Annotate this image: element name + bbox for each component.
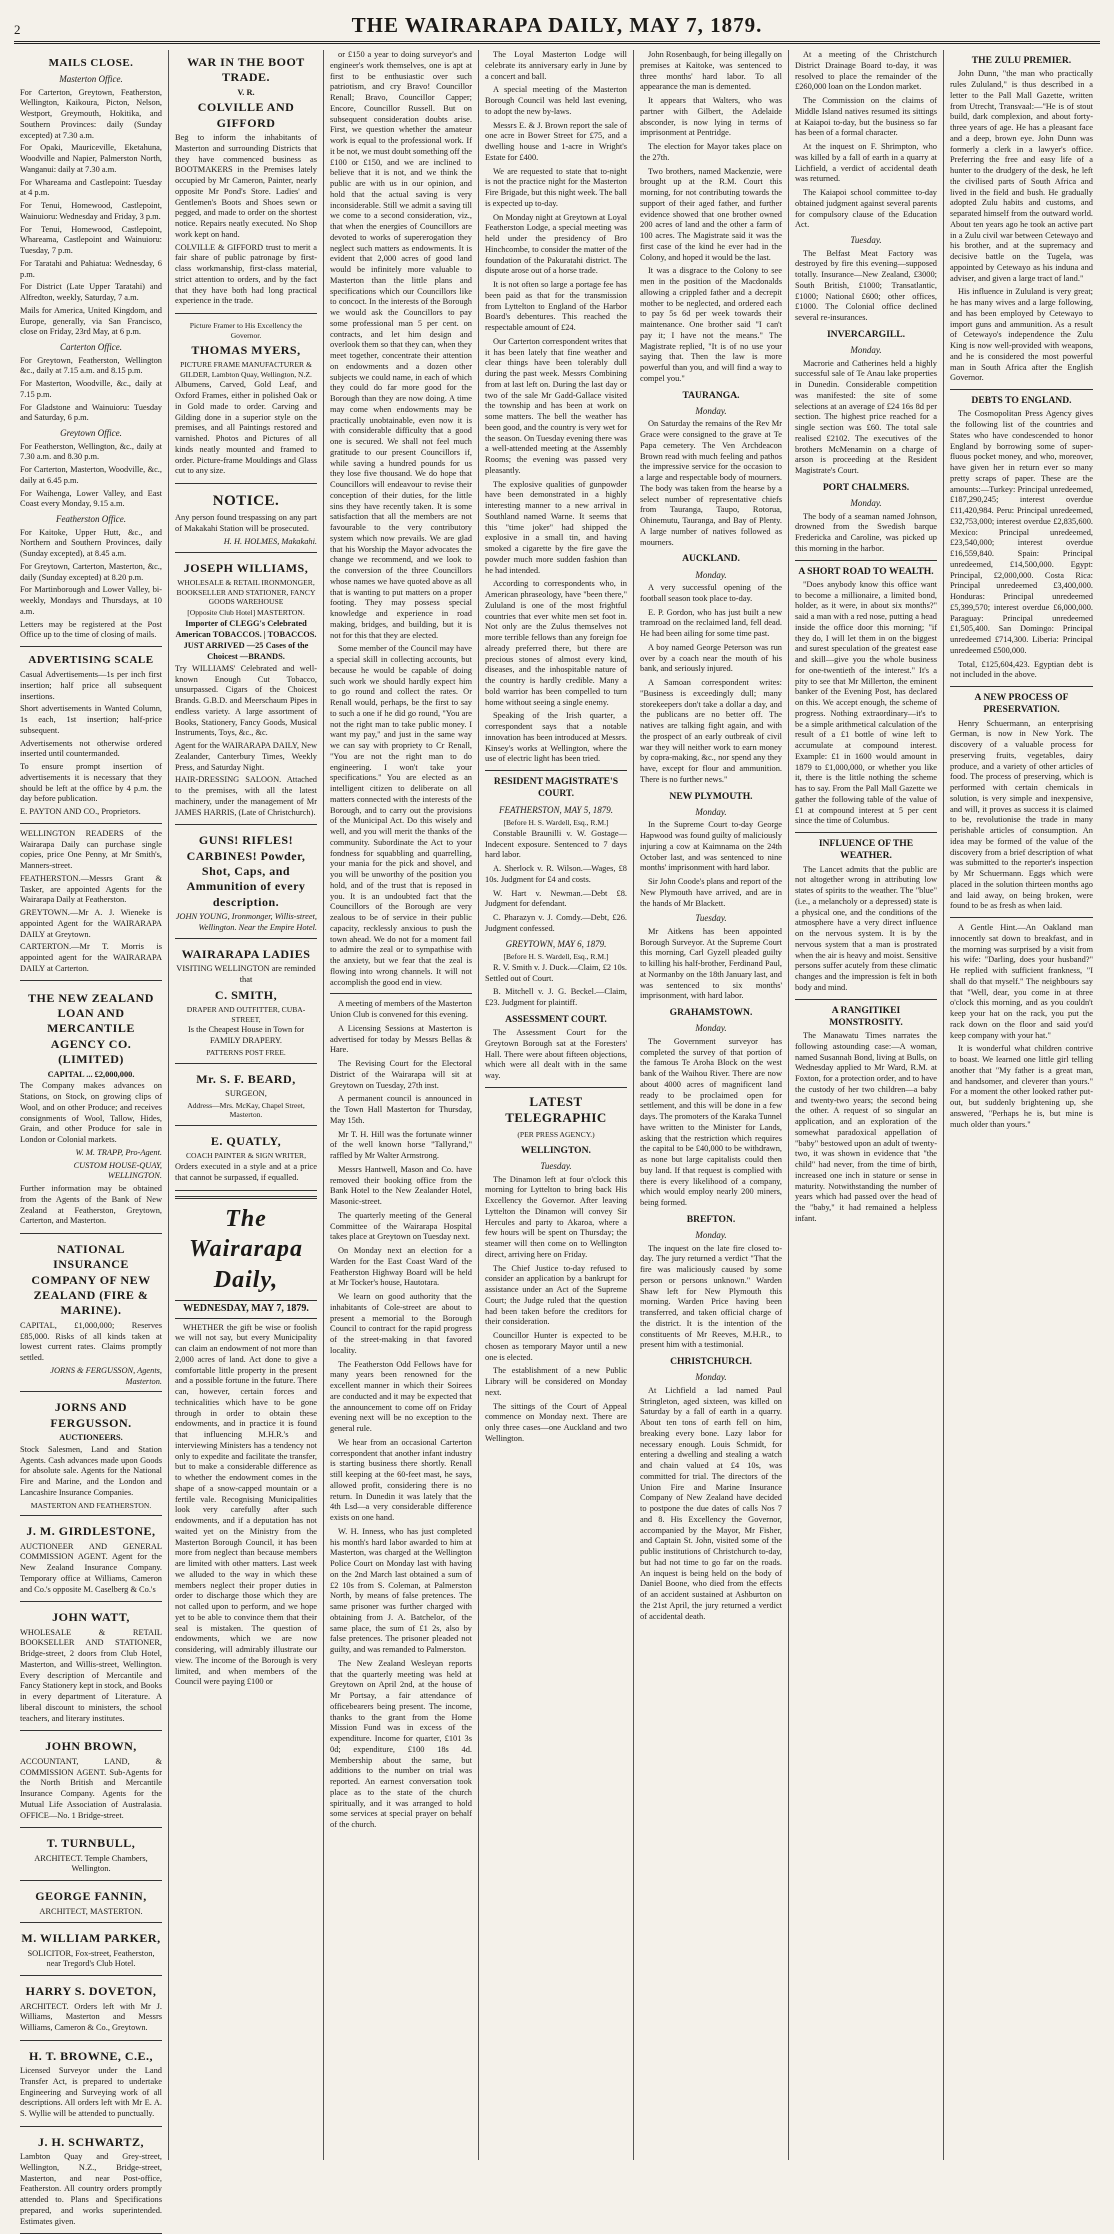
quatly-sub: COACH PAINTER & SIGN WRITER, [185, 1151, 307, 1161]
guns-sign: JOHN YOUNG, Ironmonger, Willis-street, Wellington. Near the Empire Hotel. [175, 912, 317, 932]
national-insurance-title: NATIONAL INSURANCE COMPANY OF NEW ZEALAND (FIRE & MARINE). [31, 1242, 151, 1318]
jwilliams-title: JOSEPH WILLIAMS, [183, 560, 309, 575]
advertising-scale-heading: ADVERTISING SCALE [28, 654, 154, 667]
news-paragraph: A meeting of members of the Masterton Union Club is convened for this evening. [330, 999, 472, 1019]
list-item: For Masterton, Woodville, &c., daily at 7.15 p.m. [20, 379, 162, 399]
myers-body: Albumens, Carved, Gold Leaf, and Oxford Frames, either in polished Oak or in Gold made to order. Carving and Gilding done in a superior style on the premises, and all Paintings restored and varnished. Photos and Pictures of all kinds neatly mounted and framed to order. Picture-frame Mouldings and Glass cut to any size. [175, 380, 317, 476]
watt-title: JOHN WATT, [52, 1610, 130, 1625]
divider [795, 832, 937, 833]
list-item: For Kaitoke, Upper Hutt, &c., and Northern and Southern Provinces, daily (Sunday excepted), at 8.45 a.m. [20, 527, 162, 559]
notice-sign: H. H. HOLMES, Makakahi. [223, 536, 317, 546]
list-item: Advertisements not otherwise ordered inserted until countermanded. [20, 738, 162, 759]
plymouth-heading: NEW PLYMOUTH. [669, 790, 753, 802]
divider [485, 770, 627, 771]
editorial-continued [330, 50, 472, 988]
christchurch-heading: CHRISTCHURCH. [670, 1356, 752, 1368]
doveton-body: ARCHITECT. Orders left with Mr J. Williams, Masterton and Messrs Williams, Cameron & Co., Greytown. [20, 2001, 162, 2033]
news-paragraph: The Chief Justice to-day refused to consider an application by a bankrupt for assistance under an Act of the Supreme Court; the Judge ruled that the question had been taken before the creditors for their consideration. [485, 1263, 627, 1327]
fannin-title: GEORGE FANNIN, [35, 1889, 147, 1904]
jorns-place: MASTERTON AND FEATHERSTON. [30, 1500, 152, 1510]
list-item: FEATHERSTON.—Messrs Grant & Tasker, are appointed Agents for the Wairarapa Daily at Featherston. [20, 873, 162, 905]
debts-heading: DEBTS TO ENGLAND. [971, 395, 1072, 407]
divider [20, 980, 162, 981]
magistrate-place: FEATHERSTON, MAY 5, 1879. [498, 804, 613, 815]
christchurch-items [795, 50, 937, 231]
list-item: For Opaki, Mauriceville, Eketahuna, Woodville and Napier, Palmerston North, Wanganui: daily at 7.30 a.m. [20, 143, 162, 174]
quatly-advert [175, 1129, 317, 1191]
myers-sub: PICTURE FRAME MANUFACTURER & GILDER, Lambton Quay, Wellington, N.Z. [180, 359, 312, 379]
column-2 [169, 50, 324, 2160]
watt-advert [20, 1605, 162, 1731]
tauranga-day: Monday. [695, 405, 727, 416]
preservation-heading: A NEW PROCESS OF PRESERVATION. [974, 692, 1069, 716]
national-insurance-sign: JORNS & FERGUSSON, Agents, Masterton. [50, 1365, 162, 1386]
news-paragraph: The Commission on the claims of Middle Island natives resumed its sittings at Kaiapoi to-day, but the business so far has been of a formal character. [795, 96, 937, 138]
carterton-office-heading: Carterton Office. [60, 342, 122, 353]
schwartz-body: Lambton Quay and Grey-street, Wellington, N.Z., Bridge-street, Masterton, and near Post-office, Featherston. All country orders promptly attended to. Plans and Specifications prepared, and works superintended. Estimates given. [20, 2152, 162, 2226]
news-paragraph: According to correspondents who, in American phraseology, have "been there," Zululand is one of the most frightful countries that ever white men set foot in. Not only are the Zulus themselves not more terrible fellows than any foreign foe already preferred there, but there are precious stones of almost every kind, diseases, and the inhospitable nature of the country is hardly credible. Many a bold warrior has been compelled to turn home without seeing a single enemy. [485, 579, 627, 707]
magistrate-cases [485, 829, 627, 935]
greytown-bench: [Before H. S. Wardell, Esq., R.M.] [503, 952, 609, 962]
list-item: For Gladstone and Wainuioru: Tuesday and Saturday, 6 p.m. [20, 402, 162, 423]
nz-loan-more: Further information may be obtained from the Agents of the Bank of New Zealand at Featherston, Greytown, Carterton, and Masterton. [20, 1184, 162, 1226]
schwartz-advert [20, 2130, 162, 2234]
nz-loan-body: The Company makes advances on Stations, on Stock, on growing clips of Wool, and on other Produce; and receives consignments of Wool, Tallow, Hides, Grain, and other Produce for sale in London or Colonial markets. [20, 1081, 162, 1145]
debts-body: The Cosmopolitan Press Agency gives the following list of the countries and States who have condescended to honor England by borrowing some of super-fluous pocket money, and who, moreover, have given her in return ever so many pretty scraps of paper. These are the amounts:—Turkey: Principal unredeemed, £187,290,245; interest overdue £11,420,984. Peru: Principal unredeemed, £32,753,000; interest overdue £2,835,600. Mexico: Principal unredeemed, £23,540,000; interest overdue £16,559,840. Spain: Principal unredeemed, £14,500,000. Egypt: Principal, £2,000,000. Costa Rica: Principal unredeemed £3,400,000. Honduras: Principal unredeemed £5,399,570; interest overdue £6,000,000. Paraguay: Principal unredeemed £1,505,400. San Domingo: Principal unredeemed £714,300. Liberia: Principal unredeemed £500,000. [950, 409, 1093, 655]
telegraphic-heading: LATEST TELEGRAPHIC [505, 1093, 607, 1126]
guns-advert [175, 828, 317, 938]
list-item: Mails for America, United Kingdom, and Europe, generally, via San Francisco, close on Friday, 23rd May, at 6 p.m. [20, 305, 162, 337]
list-item: Casual Advertisements—1s per inch first insertion; half price all subsequent insertions. [20, 670, 162, 701]
list-item: WELLINGTON READERS of the Wairarapa Daily can purchase single copies, price One Penny, at Mr Smith's, Manners-street. [20, 828, 162, 871]
jwilliams-opposite: [Opposite Club Hotel] MASTERTON. [187, 608, 305, 618]
news-paragraph: The Revising Court for the Electoral District of the Wairarapa will sit at Greytown on Tuesday, 27th inst. [330, 1059, 472, 1090]
divider [950, 389, 1093, 390]
divider [950, 917, 1093, 918]
column-3 [324, 50, 479, 2160]
jorns-sub: AUCTIONEERS. [59, 1433, 123, 1443]
debts-total: Total, £125,604,423. Egyptian debt is not included in the above. [950, 659, 1093, 680]
column-grid [14, 50, 1100, 2226]
news-paragraph: It is not often so large a portage fee has been paid as that for the transmission from Lyttelton to England of the Harbor Board's debentures. This reached the respectable amount of £24. [485, 280, 627, 332]
agent-line: Agent for the WAIRARAPA DAILY, New Zealander, Canterbury Times, Weekly Press, and Saturday Night. [175, 741, 317, 772]
auckland-heading: AUCKLAND. [682, 553, 740, 565]
girdlestone-title: J. M. GIRDLESTONE, [26, 1524, 156, 1539]
myers-title: THOMAS MYERS, [191, 342, 301, 357]
news-paragraph: Speaking of the Irish quarter, a correspondent says that a notable innovation has been introduced at Messrs. Kinsey's works at Wellington, where the use of electric light has been tried. [485, 711, 627, 764]
list-item: For Whareama and Castlepoint: Tuesday at 4 p.m. [20, 177, 162, 198]
zulu-body: John Dunn, "the man who practically rules Zululand," is thus described in a letter to the Pall Mall Gazette, written from Utrecht, Transvaal:—"He is of stout build, dark complexion, and about forty-three years of age. He has a pleasant face and a deep, brown eye. John Dunn was formerly a clerk in a lawyer's office. Preferring the free and easy life of a hunter to the drudgery of the desk, he left the civilised parts of South Africa and lived in the field and bush. He gradually adopted Zulu habits and customs, and separated himself from the outward world. About ten years ago he took an active part in a Zulu civil war between Cetewayo and his brother, and at the supremacy and decisive battle on the Tugela, was appointed by Cetewayo as his induna and adviser, and given a large tract of land." [950, 69, 1093, 283]
framer-line: Picture Framer to His Excellency the Governor. [189, 321, 303, 340]
column-5 [634, 50, 789, 2160]
list-item: For Waihenga, Lower Valley, and East Coast every Monday, 9.15 a.m. [20, 488, 162, 509]
news-paragraph: Mr T. H. Hill was the fortunate winner of the well known horse "Tallyrand," raffled by Mr Walter Armstrong. [330, 1129, 472, 1160]
news-paragraph: A very successful opening of the football season took place to-day. [640, 583, 782, 603]
jwilliams-sub: WHOLESALE & RETAIL IRONMONGER, BOOKSELLER AND STATIONER, FANCY GOODS WAREHOUSE [176, 577, 316, 607]
magistrate-bench: [Before H. S. Wardell, Esq., R.M.] [503, 818, 609, 828]
brefton-day: Monday. [695, 1230, 727, 1241]
news-paragraph: We are requested to state that to-night is not the practice night for the Masterton Fire Brigade, but this night week. The ball is expected up to-day. [485, 166, 627, 208]
brown-advert [20, 1734, 162, 1828]
zulu-body-2: His influence in Zululand is very great; he has many wives and a large following, and has been employed by Cetewayo to import guns and ammunition. As a result of Cetewayo's independence the Zulu King is now well-provided with weapons, and he is considered the most powerful man in South Africa after the English Governor. [950, 287, 1093, 383]
list-item: Short advertisements in Wanted Column, 1s each, 1st insertion; half-price subsequent. [20, 704, 162, 735]
news-paragraph: The establishment of a new Public Library will be considered on Monday next. [485, 1366, 627, 1397]
nz-loan-capital: CAPITAL ... £2,000,000. [47, 1069, 135, 1079]
list-item: For Greytown, Featherston, Wellington &c., daily at 7.15 a.m. and 8.15 p.m. [20, 355, 162, 376]
column-1 [14, 50, 169, 2226]
smith-title: C. SMITH, [214, 987, 278, 1002]
news-paragraph: W. Hart v. Newman.—Debt £8. Judgment for defendant. [485, 888, 627, 909]
christchurch-day: Monday. [695, 1372, 727, 1383]
news-paragraph: A Licensing Sessions at Masterton is advertised for today by Messrs Bellas & Hare. [330, 1023, 472, 1055]
smith-foot: PATTERNS POST FREE. [206, 1047, 286, 1057]
featherston-mail-list [20, 528, 162, 642]
ladies-sub: VISITING WELLINGTON are reminded that [176, 964, 316, 984]
greytown-mail-list [20, 442, 162, 511]
national-insurance-advert [20, 1237, 162, 1392]
beard-body: Address—Mrs. McKay, Chapel Street, Masterton. [187, 1100, 305, 1120]
girdlestone-body: AUCTIONEER AND GENERAL COMMISSION AGENT. Agent for the New Zealand Insurance Company. Temporary office at Williams, Cameron and Co.'s opposite M. Caselberg & Co.'s [20, 1541, 162, 1594]
carterton-mail-list [20, 356, 162, 425]
news-paragraph: Sir John Coode's plans and report of the New Plymouth have arrived, and are in the hands of Mr Blackett. [640, 877, 782, 908]
news-paragraph: A Samoan correspondent writes: "Business is exceedingly dull; many storekeepers don't take a dollar a day, and the publicans are no better off. The natives are talking fight again, and with the prospect of an early outbreak of civil war they will neither work to earn money by copra-making, &c., nor spend any they have, except for flour and ammunition. There is no further news." [640, 678, 782, 784]
grahamstown-day: Monday. [695, 1023, 727, 1034]
list-item: For Taratahi and Pahiatua: Wednesday, 6 p.m. [20, 258, 162, 279]
zulu-heading: THE ZULU PREMIER. [971, 55, 1072, 66]
masterton-mail-list [20, 88, 162, 339]
jwilliams-body: Try WILLIAMS' Celebrated and well-known Enough Cut Tobacco, unsurpassed. Cigars of the Choicest Brands. G.B.D. and Meerschaum Pipes in endless variety. A large assortment of Books, Stationery, Fancy Goods, Musical Instruments, Toys, &c., &c. [175, 663, 317, 738]
news-paragraph: The quarterly meeting of the General Committee of the Wairarapa Hospital takes place at Greytown on Tuesday next. [330, 1210, 472, 1242]
news-paragraph: A special meeting of the Masterton Borough Council was held last evening, to adopt the new by-laws. [485, 85, 627, 116]
editorial-logo: The Wairarapa Daily, [189, 1205, 303, 1294]
news-paragraph: B. Mitchell v. J. G. Beckel.—Claim, £23. Judgment for plaintiff. [485, 987, 627, 1007]
divider [330, 993, 472, 994]
browne-body: Licensed Surveyor under the Land Transfer Act, is prepared to undertake Engineering and Surveying work of all descriptions. All orders left with Mr E. A. S. Wyllie will be attended to punctually. [20, 2066, 162, 2119]
wealth-heading: A SHORT ROAD TO WEALTH. [798, 565, 934, 577]
parker-body: SOLICITOR, Fox-street, Featherston, near Tregord's Club Hotel. [27, 1948, 155, 1969]
plymouth-day: Monday. [695, 806, 727, 817]
featherston-office-heading: Featherston Office. [56, 514, 126, 525]
list-item: Letters may be registered at the Post Office up to the time of closing of mails. [20, 619, 162, 640]
news-paragraph: The New Zealand Wesleyan reports that the quarterly meeting was held at Greytown on April 2nd, at the house of Mr Portsay, a fair attendance of officebearers being present. The income, thanks to the grant from the Home Mission Fund was in excess of the expenditure. Income for quarter, £101 3s 0d; expenditure, £100 18s 4d. Membership about the same, but additions to the number on trial was reported. An earnest conversation took place as to the state of the church spiritually, and it was arranged to hold some services at special prayer on behalf of the church. [330, 1658, 472, 1829]
colville-foot: COLVILLE & GIFFORD trust to merit a fair share of public patronage by first-class workmanship, first-class material, strict attention to orders, and by the fact that they have both had long practical experience in the trade. [175, 242, 317, 306]
greytown-cases [485, 963, 627, 1009]
colville-title: COLVILLE AND GIFFORD [197, 100, 295, 130]
war-title: WAR IN THE BOOT TRADE. [187, 55, 305, 85]
jorns-body: Stock Salesmen, Land and Station Agents. Cash advances made upon Goods for absolute sale. Agents for the National Fire and Marine, and the London and Lancashire Insurance Companies. [20, 1444, 162, 1497]
boot-trade-advert [175, 50, 317, 314]
news-paragraph: R. V. Smith v. J. Duck.—Claim, £2 10s. Settled out of Court. [485, 962, 627, 983]
news-paragraph: The election for Mayor takes place on the 27th. [640, 142, 782, 162]
news-paragraph: Messrs E. & J. Brown report the sale of one acre in Bower Street for £75, and a dwelling house and 1-acre in Wright's Estate for £400. [485, 120, 627, 162]
list-item: W. M. TRAPP, Pro-Agent. [75, 1147, 162, 1157]
christchurch-body: At Lichfield a lad named Paul Stringleton, aged sixteen, was killed on Saturday by a fall of earth in a quarry. About ten tons of earth fell on him, breaking every bone. Lazy labor for necessary enough. Louis Schmidt, for entering a dwelling and stealing a watch and chain valued at £4 10s, was committed for trial. The directors of the Union Fire and Marine Insurance Company of New Zealand have decided to postpone the due dates of calls Nos 7 and 8. His Excellency the Governor, accompanied by the Mayor, Mr Fisher, and Captain St. John, visited some of the public institutions of Christchurch to-day, but had not time to go far on the roads. An inquest is being held on the body of Daniel Boone, who died from the effects of an accident sustained at Ashburton on the 21st April, the jury returned a verdict of accidental death. [640, 1385, 782, 1621]
news-paragraph: On Monday night at Greytown at Loyal Featherston Lodge, a special meeting was held under the presidency of Bro Hinchcombe, to consider the matter of the foundation of the Pakuratahi district. The dispute arose out of a horse trade. [485, 212, 627, 276]
news-paragraph: The sittings of the Court of Appeal commence on Monday next. There are only three cases—one Auckland and two Wellington. [485, 1401, 627, 1443]
news-paragraph: It was a disgrace to the Colony to see men in the position of the Macdonalds allowing a crippled father and a decrepit mother to be neglected, and ordered each to pay 5s 6d per week towards their maintenance. One brother said "I can't pay it; I have not the means." The Magistrate replied, "It is of no use your saying that. Then the law is more powerful than you, and will find a way to compel you." [640, 266, 782, 383]
list-item: For Carterton, Masterton, Woodville, &c., daily at 6.45 p.m. [20, 465, 162, 485]
plymouth-day-2: Tuesday. [695, 913, 727, 924]
plymouth-body-2: Mr Aitkens has been appointed Borough Surveyor. At the Supreme Court this morning, Carl Gyzell pleaded guilty to killing his half-brother, Ferdinand Paul, at Normanby on the 18th January last, and was sentenced to six months' imprisonment, with hard labor. [640, 926, 782, 1001]
divider [175, 1196, 317, 1199]
invercargill-heading: INVERCARGILL. [826, 328, 906, 340]
brefton-body: The inquest on the late fire closed to-day. The jury returned a verdict "That the fire was maliciously caused by some person or persons unknown." Warden Shaw left for New Plymouth this morning. Warden Price having been transferred, and taken official charge of the district. It is the intention of the constituents of Mr Reeves, M.H.R., to present him with a testimonial. [640, 1243, 782, 1350]
brefton-heading: BREFTON. [686, 1213, 736, 1225]
preservation-body: Henry Schuermann, an enterprising German, is now in New York. The discovery of a valuable process for preserving fruits, vegetables, dairy produce, and a variety of other articles of food. The process of preserving, which is performed with certain chemicals in solution, is very simple and inexpensive, and will, it proves as success it is claimed to be, revolutionise the trade in many perishable articles of consumption. An idea may be formed of the value of the discovery from a brief description of what was submitted to the reporter's inspection by Mr Schuermann. Eggs which were placed in the solution thirteen months ago and laid away, on being broken, were found to be as fresh as when laid. [950, 718, 1093, 911]
news-paragraph: or £150 a year to doing surveyor's and engineer's work themselves, one is apt at first to be enthusiastic over such patriotism, and cry Bravo! Councillor Renall; Bravo, Councillor Capper; Encore, Councillor Russell. But on subsequent consideration doubts arise. First, we question whether the amateur work is equal to the professional work. If it be not, we must doubt something off the £100 or £150, and we are inclined to believe that it is not, and we think the public are with us in our opinion, and hold that the actual saving is very inconsiderable. Still we admit a saving till we come to a second consideration, viz., that when the energies of Councillors are devoted to works of supererogation they neglect such matters as endowments. It is evident that 2,000 acres of good land would be infinitely more valuable to Masterton than the little plans and specifications which our Councillors like to concoct. In the interests of the Borough we would ask the Councillors to pay some professional man 5 per cent. on contracts, and let him design and overlook them so that they can, when they meet together, concentrate their attention on endowments and a dozen other subjects we could name, in each of which they could do far more good for the Borough than they are now doing. A time may come when endowments may be practically unobtainable, even now it is with considerable difficulty that a good one is secured. We shall not feel much gratitude to our present Councillors if, while saving a hundred pounds for us they lose five thousand. We do hope that Councillors will endeavour to revise their conception of their duties, for the little sins they have recently taken. It is some satisfaction that all the members are not favourable to the very contributory system which now prevails. We are glad that his Worship the Mayor advocates the change we recommend, and we look to the conversion of the three Councillors whose names we have quoted above as all that is wanting to put matters on a proper footing. They may possess special knowledge and experience in road making, bridges, and building, but it is not for this that they are elected. [330, 50, 472, 640]
advertising-scale-list [20, 670, 162, 760]
fannin-body: ARCHITECT, MASTERTON. [39, 1906, 143, 1916]
news-paragraph: In the Supreme Court to-day George Hapwood was found guilty of maliciously injuring a cow at Kaimnama on the 24th October last, and was sentenced to nine months' imprisonment with hard labor. [640, 820, 782, 873]
colville-body: Beg to inform the inhabitants of Masterton and surrounding Districts that they have commenced business as BOOTMAKERS in the Premises lately occupied by Mr Cameron, Painter, nearly opposite Mr Pond's Store. Ladies' and Gentlemen's Boots and Shoes sewn or pegged, and made to order on the shortest notice. Repairs neatly executed. No Shop work kept on hand. [175, 133, 317, 239]
divider [20, 646, 162, 647]
news-paragraph: Our Carterton correspondent writes that it has been lately that fine weather and clear things have been tolerably dull during the past week. Messrs Combining from at last left on. During the last day or two of the sale Mr Gadd-Gallace visited the township and has been at work on some matters. The bell the weather has been good, and the country is very wet for the season. On Tuesday evening there was a well-attended meeting at the Assembly Rooms; the evening was passed very pleasantly. [485, 336, 627, 475]
news-paragraph: The Kaiapoi school committee to-day obtained judgment against several parents for compulsory clause of the Education Act. [795, 188, 937, 230]
news-paragraph: We learn on good authority that the inhabitants of Cole-street are about to present a memorial to the Borough Council to contract for the rapid progress of the street-making in that favored locality. [330, 1292, 472, 1355]
jwilliams-advert [175, 556, 317, 826]
tuesday-body: The Belfast Meat Factory was destroyed by fire this evening—supposed totally. Insurance—New Zealand, £3000; South British, £1000; Transatlantic, £1000; National £600; other offices, £1000. The Colonial office declined several re-insurances. [795, 248, 937, 323]
quatly-title: E. QUATLY, [210, 1134, 282, 1149]
news-paragraph: A permanent council is announced in the Town Hall Masterton for Thursday, May 15th. [330, 1094, 472, 1125]
beard-title: Mr. S. F. BEARD, [196, 1071, 296, 1086]
divider [20, 823, 162, 824]
invercargill-day: Monday. [850, 345, 882, 356]
news-paragraph: Messrs Hantwell, Mason and Co. have removed their booking office from the Bank Hotel to the New Zealander Hotel, Masonic-street. [330, 1164, 472, 1206]
greytown-office-heading: Greytown Office. [60, 428, 122, 439]
beard-sub: SURGEON, [225, 1088, 267, 1098]
invercargill-body: Macrorie and Catherines held a highly successful sale of Te Anau lake properties in Dunedin. Considerable competition was manifested: the site of some selections at an average of £24 16s 8d per section. The highest price reached for a single section was £60. The total sale realised £2102. The executives of the brothers McMenamin on a charge of arson is proceeding at the Resident Magistrate's Court. [795, 358, 937, 476]
news-paragraph: We hear from an occasional Carterton correspondent that another infant industry is starting business there shortly. Renall still keeping at the 60-feet mast, he says, allowed profit, considering there is no return. In Dunedin it was lately that the 4th Lsd—a very considerable difference exists on one hand. [330, 1437, 472, 1522]
smith-advert [175, 942, 317, 1064]
masterton-office-heading: Masterton Office. [59, 74, 123, 85]
weather-body: The Lancet admits that the public are not altogether wrong in attributing low states of spirits to the weather. The "blue" (i.e., a melancholy or a depressed) state is a physical one, and the conditions of the atmosphere have a very direct influence on the nervous system. It is by the nervous system that a man is prostrated when the air is heavy and moist. Sensitive persons suffer acutely from these climatic changes and the impression is felt in both body and mind. [795, 864, 937, 992]
nz-loan-title: THE NEW ZEALAND LOAN AND MERCANTILE AGENCY CO. (LIMITED) [28, 990, 154, 1067]
greytown-court-heading: GREYTOWN, MAY 6, 1879. [505, 938, 607, 949]
nz-loan-advert [20, 986, 162, 1234]
parker-title: M. WILLIAM PARKER, [21, 1931, 161, 1946]
jorns-title: JORNS AND FERGUSSON. [50, 1400, 132, 1430]
doveton-title: HARRY S. DOVETON, [25, 1984, 157, 1999]
divider [950, 686, 1093, 687]
news-paragraph: C. Pharazyn v. J. Comdy.—Debt, £26. Judgment confessed. [485, 913, 627, 933]
myers-advert [175, 317, 317, 484]
divider [795, 999, 937, 1000]
news-paragraph: John Rosenbaugh, for being illegally on premises at Kaitoke, was sentenced to three months' hard labor. To all appearance the man is demented. [640, 50, 782, 92]
list-item: For Greytown, Carterton, Masterton, &c., daily (Sunday excepted) at 8.20 p.m. [20, 561, 162, 582]
auckland-day: Monday. [695, 569, 727, 580]
column-7 [944, 50, 1099, 2160]
masthead [14, 8, 1100, 44]
magistrate-court-heading: RESIDENT MAGISTRATE'S COURT. [493, 776, 619, 800]
port-chalmers-heading: PORT CHALMERS. [822, 481, 910, 493]
tuesday-heading: Tuesday. [850, 235, 882, 245]
brown-title: JOHN BROWN, [45, 1739, 137, 1754]
nz-loan-signatures [20, 1148, 162, 1182]
doveton-advert [20, 1979, 162, 2041]
newspaper-title: THE WAIRARAPA DAILY, MAY 7, 1879. [351, 13, 763, 37]
fannin-advert [20, 1884, 162, 1923]
schwartz-title: J. H. SCHWARTZ, [37, 2134, 145, 2149]
oakland-foot: It is wonderful what children contrive to boast. We learned one little girl telling another that "My father is a great man, and handsomer, and cleverer than yours." For a moment the other looked rather put-out, but suddenly brightening up, she answered, "Perhaps he is, but mine is much older than yours." [950, 1044, 1093, 1129]
importer-line: Importer of CLEGG's Celebrated American TOBACCOS. | TOBACCOS. [175, 618, 317, 639]
browne-advert [20, 2044, 162, 2127]
page-number-left: 2 [14, 22, 21, 37]
plymouth-body [640, 820, 782, 909]
news-paragraph: Constable Braunilli v. W. Gostage—Indecent exposure. Sentenced to 7 days hard labor. [485, 828, 627, 860]
trespass-notice [175, 487, 317, 552]
notice-body: Any person found trespassing on any part of Makakahi Station will be prosecuted. [175, 513, 317, 534]
list-item: CARTERTON.—Mr T. Morris is appointed agent for the WAIRARAPA DAILY at Carterton. [20, 942, 162, 973]
news-paragraph: The Dinamon left at four o'clock this morning for Lyttelton to bring back His Excellency the Governor. After leaving Lyttelton the Dinamon will convey Sir Hercules and party to Akaroa, where a few hours will be spent on Thursday; the steamer will then come on to Wellington direct, arriving here on Friday. [485, 1174, 627, 1259]
list-item: CUSTOM HOUSE-QUAY, WELLINGTON. [73, 1160, 162, 1181]
divider [795, 560, 937, 561]
news-paragraph: On Monday next an election for a Warden for the East Coast Ward of the Featherston Highway Board will be held at Mr Tocker's house, Hautotara. [330, 1246, 472, 1288]
tauranga-body: On Saturday the remains of the Rev Mr Grace were consigned to the grave at Te Papa cemetery. The Ven Archdeacon Brown read with much feeling and pathos the impressive service for the occasion to a large and respectable body of mourners. The body was taken from the hearse by a select number of representative chiefs from Tauranga, Taupo, Rotorua, Ohinemutu, Tauranga, and Bay of Plenty. A large number of natives followed as mourners. [640, 419, 782, 547]
auckland-body [640, 583, 782, 786]
smith-body: Is the Cheapest House in Town for FAMILY DRAPERY. [187, 1025, 305, 1046]
news-paragraph: At the inquest on F. Shrimpton, who was killed by a fall of earth in a quarry at Lichfield, a verdict of accidental death was returned. [795, 142, 937, 184]
vr-mark: V. R. [237, 87, 255, 97]
parker-advert [20, 1926, 162, 1976]
list-item: E. PAYTON AND CO., Proprietors. [20, 807, 141, 817]
turnbull-title: T. TURNBULL, [46, 1836, 136, 1851]
telegraphic-items [485, 1175, 627, 1445]
news-paragraph: The Featherston Odd Fellows have for many years been renowned for the excellent manner in which their Soirees are conducted and it may be expected that the announcement to come off on Friday evening next will be no exception to the general rule. [330, 1359, 472, 1433]
agent-notices-list [20, 829, 162, 975]
news-paragraph: Councillor Hunter is expected to be chosen as temporary Mayor until a new one is elected. [485, 1331, 627, 1362]
monstrosity-body: The Manawatu Times narrates the following astounding case:—A woman, named Susannah Bond, living at Bulls, on Wednesday applied to Mr Ward, R.M. at Foxton, for a protection order, and to have the custody of her two children—a baby and twenty-two years; the second being the other. A request of so singular an application, and an exploration of the somewhat paradoxical appellation of "baby" bestowed upon an adult of twenty-two, it was shown in evidence that "the child" had never, from the time of birth, increased one inch in stature or sense in maturity. Notwithstanding the number of years which had passed over the head of the "baby," it had remained a helpless infant. [795, 1031, 937, 1223]
turnbull-body: ARCHITECT. Temple Chambers, Wellington. [34, 1853, 148, 1874]
list-item: For Featherston, Wellington, &c., daily at 7.30 a.m. and 8.30 p.m. [20, 441, 162, 462]
quatly-body: Orders executed in a style and at a price that cannot be surpassed, if equalled. [175, 1162, 317, 1182]
column-6 [789, 50, 944, 2160]
smith-sub: DRAPER AND OUTFITTER, CUBA-STREET, [186, 1004, 306, 1024]
browne-title: H. T. BROWNE, C.E., [28, 2048, 154, 2063]
guns-line: GUNS! RIFLES! CARBINES! Powder, Shot, Caps, and Ammunition of every description. [186, 833, 306, 909]
news-paragraph: Some member of the Council may have a special skill in collecting accounts, but because he would be capable of doing such work we should hardly expect him to go round and collect the rates. Or Renall would, perhaps, be the first to say to such a one if he did go round, "You are not the right man to take public money. I want my pay," and just in the same way we can say with propriety to Cr Renall, "You are not the right man to do engineering. I won't take your specifications." You are elected as an intelligent citizen to deliberate on all matters connected with the interests of the Borough, and to carry out the provisions of the Municipal Act. Do this wisely and well, and you will merit the thanks of the community. Subordinate the Act to your fondness for squabbling and quarrelling, your mania for the pick and shovel, and you will be unworthy of the position you hold, and of the trust that is reposed in you. It is an undoubted fact that the Councillors of the Borough are very zealous to be of service in their public capacity, recklessly anxious to push the town ahead. We do not for a moment fail to admire the zeal or to sympathise with the anxiety, but we fear that the zeal is flowing into wrong channels. It will not accomplish the good end in view. [330, 644, 472, 987]
news-paragraph: Two brothers, named Mackenzie, were brought up at the R.M. Court this morning, for not contributing towards the support of their aged father, and further evidence showed that one brother owned 200 acres of land and the other a farm of 100 acres. The Magistrate said it was the first case of the kind he ever had in the Colony, and hoped it would be the last. [640, 166, 782, 262]
just-arrived-line: JUST ARRIVED —25 Cases of the Choicest —BRANDS. [183, 641, 309, 662]
agent-notes-list [20, 762, 162, 818]
weather-heading: INFLUENCE OF THE WEATHER. [818, 838, 914, 862]
jorns-fergusson-advert [20, 1395, 162, 1516]
wealth-body: "Does anybody know this office want to become a millionaire, a limited bond, holder, as it were, in about six months?" said a man with a red nose, putting a head inside the office door this morning; "if they do, I will let them in on the biggest and surest speculation of the greatest ease and skill—give you the whole business for one-twentieth of the interest." It's a pity to see that Mr Millerton, the eminent banker of the Evening Post, has declared on this. We accept enough, the scheme of progress. Nothing extraordinary—it's to be a simple arithmetical calculation of the result of a £1 bottle of wine left to accumulate at compound interest. Example: £1 in 1600 would amount in 1879 to £1,000,000, or whether you like it, there is the little nothing the scheme has to say. From the Pall Mall Gazette we gather the following table of the value of £1 at compound interest at 5 per cent since the time of Columbus. [795, 579, 937, 826]
beard-advert [175, 1067, 317, 1127]
monstrosity-heading: A RANGITIKEI MONSTROSITY. [829, 1004, 903, 1028]
news-paragraph: E. P. Gordon, who has just built a new tramroad on the reclaimed land, fell dead. He had been ailing for some time past. [640, 607, 782, 639]
list-item: For District (Late Upper Taratahi) and Alfredton, weekly, Saturday, 7 a.m. [20, 282, 162, 303]
national-insurance-body: CAPITAL, £1,000,000; Reserves £85,000. Risks of all kinds taken at lowest current rates. Claims promptly settled. [20, 1320, 162, 1363]
telegraphic-day: Tuesday. [540, 1161, 572, 1171]
local-news-list [330, 999, 472, 1831]
list-item: For Tenui, Homewood, Castlepoint, Wainuioru: Wednesday and Friday, 3 p.m. [20, 201, 162, 221]
tauranga-heading: TAURANGA. [682, 389, 740, 401]
news-paragraph: W. H. Inness, who has just completed his month's hard labor awarded to him at Masterton, was charged at the Wellington Police Court on Monday last with having on the 2nd March last obtained a sum of £2 10s from S. Coleman, at Palmerston North, by means of false pretences. The same prisoner was further charged with obtaining from J. A. Batchelor, of the same place, the sum of £1 2s, also by false pretences. The prisoner pleaded not guilty, and was remanded to Palmerston. [330, 1526, 472, 1654]
news-paragraph: The explosive qualities of gunpowder have been demonstrated in a highly interesting manner to a new arrival in Southland named Warne. It seems that this "time joker" had shipped the explosive in a small tin, and having smoked a cigarette by the fire gave the powder much more sudden fashion than he had intended. [485, 479, 627, 575]
mails-close-heading: MAILS CLOSE. [48, 57, 134, 69]
port-chalmers-body: The body of a seaman named Johnson, drowned from the Swedish barque Fredericka and Caroline, was picked up this morning in the harbor. [795, 511, 937, 553]
list-item: For Tenui, Homewood, Castlepoint, Whareama, Castlepoint and Wainuioru: Tuesday, 7 p.m. [20, 224, 162, 256]
editorial-date: WEDNESDAY, MAY 7, 1879. [175, 1300, 317, 1319]
watt-body: WHOLESALE & RETAIL BOOKSELLER AND STATIONER, Bridge-street, 2 doors from Club Hotel, Masterton, and Willis-street, Wellington. Every description of Mercantile and Fancy Stationery kept in stock, and Books in every department of Literature. A liberal discount to ministers, the school teachers, and literary institutes. [20, 1627, 162, 1723]
grahamstown-heading: GRAHAMSTOWN. [669, 1007, 753, 1019]
news-paragraph: The Loyal Masterton Lodge will celebrate its anniversary early in June by a concert and ball. [485, 50, 627, 81]
turnbull-advert [20, 1831, 162, 1881]
news-paragraph: A boy named George Peterson was run over by a coach near the mouth of his bank, and seriously injured. [640, 642, 782, 674]
grahamstown-body: The Government surveyor has completed the survey of that portion of the famous Te Aroha Block on the west bank of the Waihou River. There are now about 4000 acres of magnificent land ready to be proclaimed open for settlement, and this will be done in a few days. The promoters of the Karaka Tunnel have written to the Minister for Lands, asking that the restriction which requires the capital to be £40,000 to be withdrawn, as none but large capitalists could then buy land. If that request is complied with there is every likelihood of a company, which would employ nearly 200 miners, being formed. [640, 1036, 782, 1208]
news-paragraph: It appears that Walters, who was partner with Gilbert, the Adelaide absconder, is now lying in terms of imprisonment at Pentridge. [640, 96, 782, 138]
girdlestone-advert [20, 1519, 162, 1602]
list-item: To ensure prompt insertion of advertisements it is necessary that they should be left at the office by 4 p.m. the day before publication. [20, 762, 162, 804]
list-item: GREYTOWN.—Mr A. J. Wieneke is appointed Agent for the WAIRARAPA DAILY at Greytown. [20, 908, 162, 939]
oakland-body: A Gentle Hint.—An Oakland man innocently sat down to breakfast, and in the morning was surprised by a visit from his wife: "Darling, does your husband?" He replied with sufficient frankness, "I shall do that myself." The neighbours say that "Well, dear, you come in at three o'clock this morning, and as you couldn't keep your hat on the rack, you put the rack down on the floor and said you'd keep company with your hat." [950, 923, 1093, 1040]
port-chalmers-day: Monday. [850, 498, 882, 509]
ladies-title: WAIRARAPA LADIES [181, 946, 311, 961]
hairdressing-line: HAIR-DRESSING SALOON. Attached to the premises, with all the latest machinery, under the management of Mr JAMES HARRIS, (Late of Christchurch). [175, 775, 317, 817]
news-paragraph: A. Sherlock v. R. Wilson.—Wages, £8 10s. Judgment for £4 and costs. [485, 864, 627, 884]
brown-body: ACCOUNTANT, LAND, & COMMISSION AGENT. Sub-Agents for the North British and Mercantile Insurance Company. Agents for the Mutual Life Association of Australasia. OFFICE—No. 1 Bridge-street. [20, 1756, 162, 1820]
list-item: For Carterton, Greytown, Featherston, Wellington, Kaikoura, Picton, Nelson, Westport, Greymouth, Hokitika, and Southern Provinces: daily (Sunday excepted) at 7.30 a.m. [20, 87, 162, 140]
local-news-list-2 [485, 50, 627, 765]
telegraphic-sub: (PER PRESS AGENCY.) [517, 1130, 595, 1140]
divider [485, 1087, 627, 1088]
editorial-text: WHETHER the gift be wise or foolish we will not say, but every Municipality can claim an endowment of not more than 2,000 acres of land. Act done to give a comfortable little property in the present and a possible fortune in the future. There can, however, certain forces and technicalities which have to be gone through in order to obtain these endowments, and in practice it is found that influencing M.H.R.'s and interviewing Ministers has a tendency not only to expedite and facilitate the transfer, but to make a considerable difference as to whether the endowment comes in the shape of a snow-capped mountain or a fertile vale. Recognising Municipalities look very carefully after such endowments, and if a deputation has not waited yet on the Ministry from the Masterton Borough Council, it has been more from neglect than because members are limited with other matters. Last week we alluded to the way in which these members neglect their proper duties in order to discharge those which they are not called upon to perform, and we hope yet to be able to convince them that their seal is mistaken. The question of endowments, which we are now considering, will admirably illustrate our view. The income of the Borough is very limited, and when members of the Council were paying £100 or [175, 1322, 317, 1687]
notice-title: NOTICE. [212, 493, 280, 510]
news-paragraph: At a meeting of the Christchurch District Drainage Board to-day, it was resolved to place the remainder of the £260,000 loan on the London market. [795, 50, 937, 92]
assessment-court-heading: ASSESSMENT COURT. [505, 1013, 607, 1025]
list-item: For Martinborough and Lower Valley, bi-weekly, Mondays and Thursdays, at 10 a.m. [20, 585, 162, 616]
assessment-court-body: The Assessment Court for the Greytown Borough sat at the Foresters' Hall. There were about fifteen objections, which were all dealt with in the same way. [485, 1028, 627, 1081]
telegraphic-items-2 [640, 50, 782, 385]
column-4 [479, 50, 634, 2160]
telegraphic-place: WELLINGTON. [521, 1144, 591, 1156]
